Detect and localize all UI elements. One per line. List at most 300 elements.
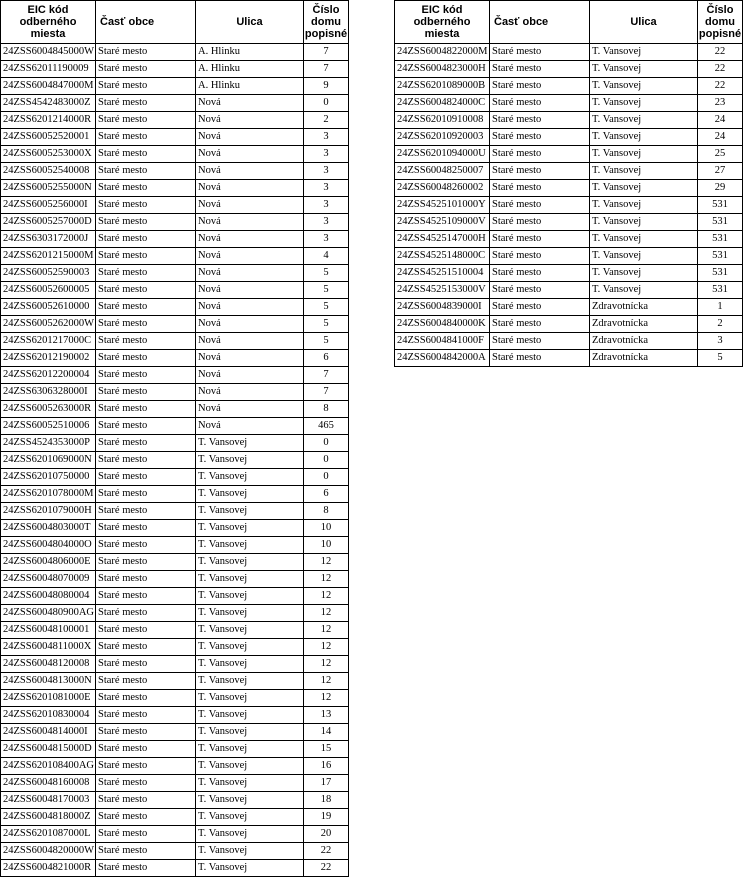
cell-cislo: 12 bbox=[304, 673, 349, 690]
cell-eic: 24ZSS6201089000B bbox=[395, 78, 490, 95]
table-row bbox=[395, 78, 743, 95]
cell-ulica: T. Vansovej bbox=[196, 571, 304, 588]
table-row bbox=[395, 61, 743, 78]
table-row bbox=[1, 163, 349, 180]
table-row bbox=[1, 775, 349, 792]
cell-ulica: Nová bbox=[196, 180, 304, 197]
cell-ulica: T. Vansovej bbox=[590, 197, 698, 214]
cell-eic: 24ZSS6004841000F bbox=[395, 333, 490, 350]
cell-cast-obce: Staré mesto bbox=[96, 333, 196, 350]
table-row bbox=[395, 265, 743, 282]
cell-cislo: 7 bbox=[304, 61, 349, 78]
cell-ulica: T. Vansovej bbox=[590, 146, 698, 163]
cell-cislo: 20 bbox=[304, 826, 349, 843]
cell-cislo: 15 bbox=[304, 741, 349, 758]
cell-ulica: Nová bbox=[196, 401, 304, 418]
table-row bbox=[395, 129, 743, 146]
cell-ulica: T. Vansovej bbox=[196, 452, 304, 469]
cell-eic: 24ZSS6303172000J bbox=[1, 231, 96, 248]
cell-cislo: 5 bbox=[698, 350, 743, 367]
cell-ulica: Nová bbox=[196, 367, 304, 384]
cell-ulica: Nová bbox=[196, 384, 304, 401]
table-row bbox=[1, 605, 349, 622]
cell-cast-obce: Staré mesto bbox=[96, 503, 196, 520]
cell-eic: 24ZSS60052590003 bbox=[1, 265, 96, 282]
cell-ulica: Nová bbox=[196, 163, 304, 180]
cell-cast-obce: Staré mesto bbox=[490, 265, 590, 282]
cell-cast-obce: Staré mesto bbox=[96, 78, 196, 95]
cell-cast-obce: Staré mesto bbox=[96, 452, 196, 469]
cell-ulica: Nová bbox=[196, 214, 304, 231]
cell-cislo: 12 bbox=[304, 639, 349, 656]
cell-cast-obce: Staré mesto bbox=[96, 469, 196, 486]
table-row bbox=[1, 792, 349, 809]
cell-eic: 24ZSS6005257000D bbox=[1, 214, 96, 231]
table-row bbox=[395, 333, 743, 350]
cell-eic: 24ZSS6004806000E bbox=[1, 554, 96, 571]
cell-cislo: 25 bbox=[698, 146, 743, 163]
cell-cast-obce: Staré mesto bbox=[490, 214, 590, 231]
header-cislo: Číslo domu popisné bbox=[304, 1, 349, 44]
cell-cislo: 6 bbox=[304, 350, 349, 367]
cell-ulica: T. Vansovej bbox=[196, 843, 304, 860]
table-row bbox=[395, 282, 743, 299]
cell-eic: 24ZSS6005253000X bbox=[1, 146, 96, 163]
cell-ulica: T. Vansovej bbox=[590, 95, 698, 112]
cell-eic: 24ZSS6004842000A bbox=[395, 350, 490, 367]
table-row bbox=[1, 588, 349, 605]
cell-ulica: T. Vansovej bbox=[196, 707, 304, 724]
cell-ulica: T. Vansovej bbox=[196, 741, 304, 758]
cell-cislo: 24 bbox=[698, 112, 743, 129]
table-row bbox=[1, 248, 349, 265]
cell-eic: 24ZSS6201087000L bbox=[1, 826, 96, 843]
cell-cislo: 5 bbox=[304, 333, 349, 350]
table-row bbox=[1, 61, 349, 78]
cell-ulica: T. Vansovej bbox=[196, 724, 304, 741]
cell-eic: 24ZSS6201069000N bbox=[1, 452, 96, 469]
cell-cislo: 22 bbox=[698, 78, 743, 95]
cell-cislo: 5 bbox=[304, 265, 349, 282]
cell-cislo: 531 bbox=[698, 265, 743, 282]
cell-eic: 24ZSS6005262000W bbox=[1, 316, 96, 333]
cell-cast-obce: Staré mesto bbox=[490, 146, 590, 163]
cell-cislo: 12 bbox=[304, 588, 349, 605]
cell-ulica: T. Vansovej bbox=[196, 656, 304, 673]
cell-ulica: Nová bbox=[196, 350, 304, 367]
cell-cast-obce: Staré mesto bbox=[96, 146, 196, 163]
table-row bbox=[1, 639, 349, 656]
table-row bbox=[1, 401, 349, 418]
cell-cislo: 10 bbox=[304, 537, 349, 554]
cell-cislo: 531 bbox=[698, 248, 743, 265]
cell-ulica: Nová bbox=[196, 333, 304, 350]
table-row bbox=[1, 537, 349, 554]
cell-cast-obce: Staré mesto bbox=[96, 44, 196, 61]
cell-cislo: 1 bbox=[698, 299, 743, 316]
cell-cast-obce: Staré mesto bbox=[96, 350, 196, 367]
cell-ulica: T. Vansovej bbox=[196, 605, 304, 622]
cell-ulica: Nová bbox=[196, 282, 304, 299]
cell-cislo: 13 bbox=[304, 707, 349, 724]
cell-cislo: 9 bbox=[304, 78, 349, 95]
table-row bbox=[1, 673, 349, 690]
cell-cislo: 531 bbox=[698, 231, 743, 248]
cell-ulica: T. Vansovej bbox=[196, 690, 304, 707]
header-ulica: Ulica bbox=[590, 1, 698, 44]
cell-eic: 24ZSS6306328000I bbox=[1, 384, 96, 401]
table-row bbox=[1, 724, 349, 741]
cell-cast-obce: Staré mesto bbox=[96, 486, 196, 503]
cell-eic: 24ZSS6004820000W bbox=[1, 843, 96, 860]
cell-cast-obce: Staré mesto bbox=[96, 316, 196, 333]
table-row bbox=[1, 435, 349, 452]
table-row bbox=[1, 418, 349, 435]
cell-cislo: 3 bbox=[698, 333, 743, 350]
cell-cislo: 3 bbox=[304, 146, 349, 163]
cell-cast-obce: Staré mesto bbox=[490, 78, 590, 95]
cell-cislo: 8 bbox=[304, 503, 349, 520]
cell-cast-obce: Staré mesto bbox=[490, 197, 590, 214]
cell-cast-obce: Staré mesto bbox=[490, 316, 590, 333]
table-row bbox=[1, 231, 349, 248]
cell-cast-obce: Staré mesto bbox=[96, 605, 196, 622]
cell-cast-obce: Staré mesto bbox=[96, 299, 196, 316]
cell-eic: 24ZSS60052540008 bbox=[1, 163, 96, 180]
cell-eic: 24ZSS6201081000E bbox=[1, 690, 96, 707]
cell-cislo: 12 bbox=[304, 554, 349, 571]
cell-eic: 24ZSS60052610000 bbox=[1, 299, 96, 316]
cell-cislo: 5 bbox=[304, 282, 349, 299]
cell-eic: 24ZSS6004824000C bbox=[395, 95, 490, 112]
cell-eic: 24ZSS4525147000H bbox=[395, 231, 490, 248]
cell-cast-obce: Staré mesto bbox=[490, 299, 590, 316]
cell-eic: 24ZSS4524353000P bbox=[1, 435, 96, 452]
cell-cast-obce: Staré mesto bbox=[490, 248, 590, 265]
cell-cast-obce: Staré mesto bbox=[96, 809, 196, 826]
cell-cast-obce: Staré mesto bbox=[490, 129, 590, 146]
table-row bbox=[395, 163, 743, 180]
cell-eic: 24ZSS62010750000 bbox=[1, 469, 96, 486]
cell-cast-obce: Staré mesto bbox=[96, 673, 196, 690]
table-row bbox=[1, 809, 349, 826]
cell-cast-obce: Staré mesto bbox=[96, 163, 196, 180]
cell-ulica: T. Vansovej bbox=[590, 214, 698, 231]
cell-ulica: T. Vansovej bbox=[196, 622, 304, 639]
table-row bbox=[395, 248, 743, 265]
table-row bbox=[1, 758, 349, 775]
table-row bbox=[1, 486, 349, 503]
cell-ulica: Zdravotnícka bbox=[590, 299, 698, 316]
table-row bbox=[1, 146, 349, 163]
cell-cislo: 8 bbox=[304, 401, 349, 418]
cell-cast-obce: Staré mesto bbox=[96, 639, 196, 656]
cell-cast-obce: Staré mesto bbox=[96, 129, 196, 146]
table-header-row bbox=[395, 1, 743, 44]
cell-ulica: Nová bbox=[196, 418, 304, 435]
cell-cislo: 19 bbox=[304, 809, 349, 826]
table-row bbox=[1, 690, 349, 707]
cell-ulica: T. Vansovej bbox=[590, 163, 698, 180]
cell-eic: 24ZSS6004822000M bbox=[395, 44, 490, 61]
cell-eic: 24ZSS6004814000I bbox=[1, 724, 96, 741]
cell-ulica: Nová bbox=[196, 299, 304, 316]
cell-eic: 24ZSS6201217000C bbox=[1, 333, 96, 350]
cell-ulica: T. Vansovej bbox=[590, 112, 698, 129]
cell-cislo: 24 bbox=[698, 129, 743, 146]
cell-eic: 24ZSS6004840000K bbox=[395, 316, 490, 333]
cell-cislo: 22 bbox=[698, 61, 743, 78]
cell-cislo: 5 bbox=[304, 299, 349, 316]
cell-eic: 24ZSS6201215000M bbox=[1, 248, 96, 265]
cell-eic: 24ZSS6004813000N bbox=[1, 673, 96, 690]
header-ulica: Ulica bbox=[196, 1, 304, 44]
cell-ulica: Nová bbox=[196, 95, 304, 112]
cell-ulica: T. Vansovej bbox=[196, 588, 304, 605]
table-row bbox=[395, 214, 743, 231]
cell-cast-obce: Staré mesto bbox=[490, 231, 590, 248]
cell-cislo: 12 bbox=[304, 656, 349, 673]
cell-eic: 24ZSS60052600005 bbox=[1, 282, 96, 299]
cell-eic: 24ZSS62010830004 bbox=[1, 707, 96, 724]
cell-ulica: T. Vansovej bbox=[590, 61, 698, 78]
cell-ulica: T. Vansovej bbox=[196, 673, 304, 690]
table-row bbox=[1, 180, 349, 197]
table-row bbox=[395, 180, 743, 197]
cell-cislo: 17 bbox=[304, 775, 349, 792]
cell-cast-obce: Staré mesto bbox=[96, 384, 196, 401]
cell-cislo: 7 bbox=[304, 44, 349, 61]
cell-cast-obce: Staré mesto bbox=[96, 248, 196, 265]
cell-eic: 24ZSS62012190002 bbox=[1, 350, 96, 367]
cell-ulica: T. Vansovej bbox=[590, 44, 698, 61]
cell-ulica: Nová bbox=[196, 231, 304, 248]
cell-cislo: 12 bbox=[304, 571, 349, 588]
cell-ulica: T. Vansovej bbox=[590, 129, 698, 146]
cell-cast-obce: Staré mesto bbox=[96, 792, 196, 809]
cell-cast-obce: Staré mesto bbox=[96, 418, 196, 435]
table-row bbox=[1, 384, 349, 401]
cell-ulica: T. Vansovej bbox=[590, 265, 698, 282]
cell-eic: 24ZSS60052510006 bbox=[1, 418, 96, 435]
table-row bbox=[1, 843, 349, 860]
cell-cast-obce: Staré mesto bbox=[490, 350, 590, 367]
cell-ulica: T. Vansovej bbox=[590, 248, 698, 265]
cell-ulica: T. Vansovej bbox=[196, 486, 304, 503]
cell-cislo: 4 bbox=[304, 248, 349, 265]
cell-ulica: T. Vansovej bbox=[196, 809, 304, 826]
cell-cislo: 22 bbox=[304, 860, 349, 877]
address-table-right bbox=[394, 0, 743, 367]
cell-eic: 24ZSS6005255000N bbox=[1, 180, 96, 197]
cell-cast-obce: Staré mesto bbox=[96, 656, 196, 673]
cell-cast-obce: Staré mesto bbox=[96, 61, 196, 78]
cell-cast-obce: Staré mesto bbox=[96, 401, 196, 418]
cell-cislo: 0 bbox=[304, 435, 349, 452]
cell-cislo: 531 bbox=[698, 197, 743, 214]
cell-ulica: Zdravotnícka bbox=[590, 350, 698, 367]
cell-cast-obce: Staré mesto bbox=[96, 197, 196, 214]
cell-cast-obce: Staré mesto bbox=[96, 690, 196, 707]
table-row bbox=[1, 299, 349, 316]
cell-ulica: Zdravotnícka bbox=[590, 333, 698, 350]
table-row bbox=[1, 44, 349, 61]
cell-eic: 24ZSS60048160008 bbox=[1, 775, 96, 792]
cell-ulica: Nová bbox=[196, 197, 304, 214]
cell-eic: 24ZSS45251510004 bbox=[395, 265, 490, 282]
cell-ulica: T. Vansovej bbox=[196, 469, 304, 486]
cell-ulica: T. Vansovej bbox=[196, 775, 304, 792]
table-row bbox=[395, 231, 743, 248]
cell-cast-obce: Staré mesto bbox=[490, 95, 590, 112]
cell-eic: 24ZSS6201214000R bbox=[1, 112, 96, 129]
cell-ulica: Nová bbox=[196, 265, 304, 282]
cell-cast-obce: Staré mesto bbox=[490, 112, 590, 129]
cell-cislo: 3 bbox=[304, 214, 349, 231]
table-row bbox=[395, 112, 743, 129]
cell-ulica: T. Vansovej bbox=[590, 78, 698, 95]
cell-cast-obce: Staré mesto bbox=[96, 843, 196, 860]
cell-cislo: 29 bbox=[698, 180, 743, 197]
table-row bbox=[395, 350, 743, 367]
cell-eic: 24ZSS6005256000I bbox=[1, 197, 96, 214]
table-row bbox=[1, 741, 349, 758]
cell-eic: 24ZSS4542483000Z bbox=[1, 95, 96, 112]
cell-cislo: 22 bbox=[304, 843, 349, 860]
table-row bbox=[1, 214, 349, 231]
cell-eic: 24ZSS6004815000D bbox=[1, 741, 96, 758]
cell-eic: 24ZSS620108400AG bbox=[1, 758, 96, 775]
table-row bbox=[1, 350, 349, 367]
cell-cislo: 10 bbox=[304, 520, 349, 537]
table-body-right bbox=[395, 44, 743, 367]
cell-eic: 24ZSS4525148000C bbox=[395, 248, 490, 265]
table-header-row bbox=[1, 1, 349, 44]
header-eic: EIC kód odberného miesta bbox=[395, 1, 490, 44]
cell-cislo: 531 bbox=[698, 282, 743, 299]
cell-eic: 24ZSS6004811000X bbox=[1, 639, 96, 656]
cell-cislo: 5 bbox=[304, 316, 349, 333]
cell-ulica: T. Vansovej bbox=[590, 231, 698, 248]
cell-eic: 24ZSS6004845000W bbox=[1, 44, 96, 61]
table-row bbox=[1, 129, 349, 146]
cell-cislo: 0 bbox=[304, 95, 349, 112]
cell-ulica: Nová bbox=[196, 146, 304, 163]
cell-eic: 24ZSS6201078000M bbox=[1, 486, 96, 503]
cell-cast-obce: Staré mesto bbox=[490, 44, 590, 61]
table-row bbox=[1, 656, 349, 673]
table-body-left bbox=[1, 44, 349, 877]
cell-eic: 24ZSS6004847000M bbox=[1, 78, 96, 95]
cell-cislo: 12 bbox=[304, 622, 349, 639]
cell-cislo: 7 bbox=[304, 367, 349, 384]
cell-ulica: T. Vansovej bbox=[196, 860, 304, 877]
cell-cast-obce: Staré mesto bbox=[96, 435, 196, 452]
table-row bbox=[1, 316, 349, 333]
cell-eic: 24ZSS60048080004 bbox=[1, 588, 96, 605]
cell-eic: 24ZSS4525109000V bbox=[395, 214, 490, 231]
cell-cast-obce: Staré mesto bbox=[96, 367, 196, 384]
cell-eic: 24ZSS4525153000V bbox=[395, 282, 490, 299]
cell-eic: 24ZSS6201079000H bbox=[1, 503, 96, 520]
cell-cislo: 14 bbox=[304, 724, 349, 741]
cell-ulica: Nová bbox=[196, 129, 304, 146]
cell-cast-obce: Staré mesto bbox=[96, 112, 196, 129]
cell-eic: 24ZSS60048070009 bbox=[1, 571, 96, 588]
table-row bbox=[1, 367, 349, 384]
cell-cast-obce: Staré mesto bbox=[96, 520, 196, 537]
table-row bbox=[395, 146, 743, 163]
cell-ulica: T. Vansovej bbox=[196, 537, 304, 554]
cell-cast-obce: Staré mesto bbox=[96, 707, 196, 724]
cell-eic: 24ZSS60048170003 bbox=[1, 792, 96, 809]
cell-eic: 24ZSS6004839000I bbox=[395, 299, 490, 316]
cell-cast-obce: Staré mesto bbox=[96, 622, 196, 639]
cell-cislo: 531 bbox=[698, 214, 743, 231]
cell-ulica: T. Vansovej bbox=[196, 792, 304, 809]
cell-cast-obce: Staré mesto bbox=[96, 826, 196, 843]
table-row bbox=[395, 299, 743, 316]
cell-cislo: 2 bbox=[304, 112, 349, 129]
cell-eic: 24ZSS6201094000U bbox=[395, 146, 490, 163]
cell-cast-obce: Staré mesto bbox=[96, 95, 196, 112]
cell-eic: 24ZSS60048260002 bbox=[395, 180, 490, 197]
cell-cast-obce: Staré mesto bbox=[96, 282, 196, 299]
cell-cislo: 465 bbox=[304, 418, 349, 435]
cell-ulica: T. Vansovej bbox=[590, 180, 698, 197]
cell-cislo: 22 bbox=[698, 44, 743, 61]
cell-cast-obce: Staré mesto bbox=[96, 724, 196, 741]
address-table-left bbox=[0, 0, 349, 877]
cell-eic: 24ZSS4525101000Y bbox=[395, 197, 490, 214]
cell-eic: 24ZSS6004821000R bbox=[1, 860, 96, 877]
cell-cast-obce: Staré mesto bbox=[96, 180, 196, 197]
cell-cislo: 3 bbox=[304, 197, 349, 214]
cell-ulica: T. Vansovej bbox=[196, 520, 304, 537]
cell-eic: 24ZSS62010910008 bbox=[395, 112, 490, 129]
cell-cast-obce: Staré mesto bbox=[490, 180, 590, 197]
cell-cislo: 12 bbox=[304, 605, 349, 622]
cell-cast-obce: Staré mesto bbox=[490, 282, 590, 299]
cell-cislo: 12 bbox=[304, 690, 349, 707]
cell-cislo: 2 bbox=[698, 316, 743, 333]
cell-cast-obce: Staré mesto bbox=[96, 231, 196, 248]
cell-ulica: Nová bbox=[196, 112, 304, 129]
table-row bbox=[1, 826, 349, 843]
table-row bbox=[395, 316, 743, 333]
cell-cast-obce: Staré mesto bbox=[96, 537, 196, 554]
cell-cislo: 3 bbox=[304, 163, 349, 180]
header-cislo: Číslo domu popisné bbox=[698, 1, 743, 44]
cell-cast-obce: Staré mesto bbox=[490, 333, 590, 350]
cell-ulica: A. Hlinku bbox=[196, 61, 304, 78]
cell-cislo: 6 bbox=[304, 486, 349, 503]
cell-ulica: T. Vansovej bbox=[590, 282, 698, 299]
table-row bbox=[1, 520, 349, 537]
cell-ulica: T. Vansovej bbox=[196, 826, 304, 843]
table-row bbox=[1, 469, 349, 486]
cell-cast-obce: Staré mesto bbox=[96, 775, 196, 792]
table-row bbox=[395, 44, 743, 61]
cell-cast-obce: Staré mesto bbox=[96, 265, 196, 282]
cell-cast-obce: Staré mesto bbox=[96, 588, 196, 605]
table-row bbox=[1, 112, 349, 129]
table-row bbox=[1, 78, 349, 95]
table-row bbox=[1, 265, 349, 282]
cell-cislo: 3 bbox=[304, 180, 349, 197]
table-row bbox=[395, 95, 743, 112]
cell-eic: 24ZSS62011190009 bbox=[1, 61, 96, 78]
